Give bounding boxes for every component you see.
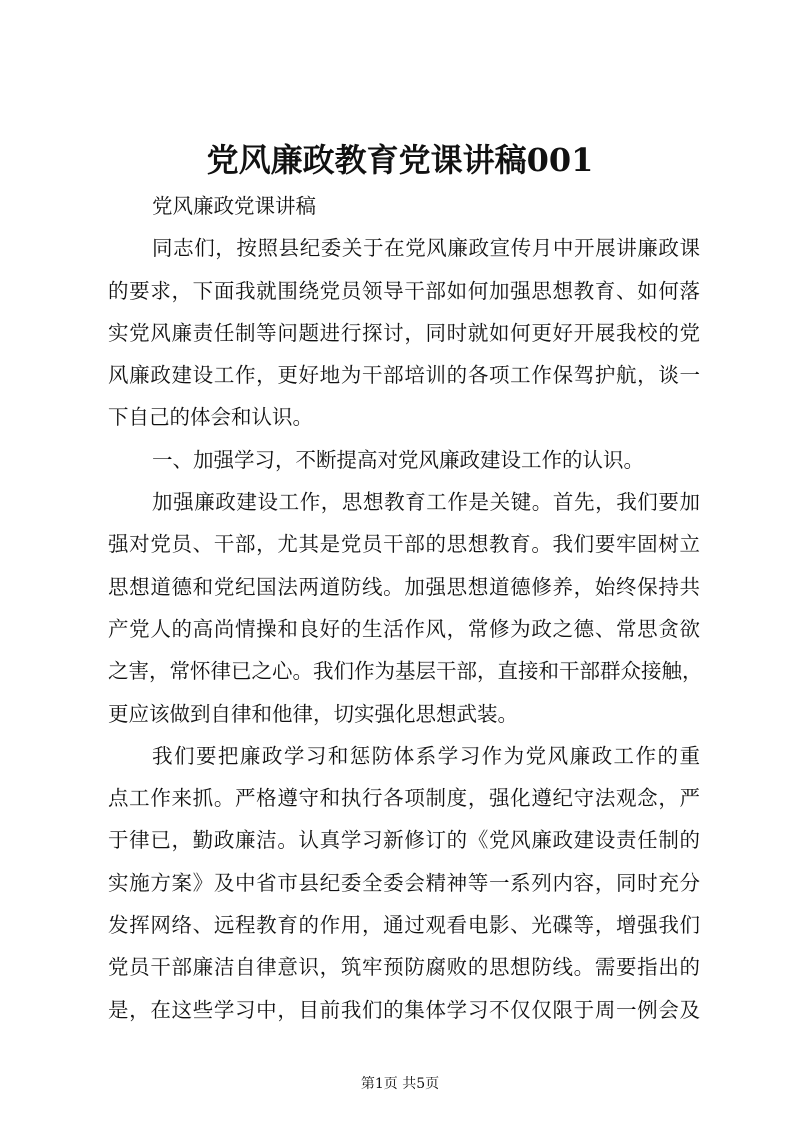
text-line: 于律已，勤政廉洁。认真学习新修订的《党风廉政建设责任制的 <box>108 828 700 853</box>
text-line: 我们要把廉政学习和惩防体系学习作为党风廉政工作的重 <box>152 743 700 768</box>
text-line: 党员干部廉洁自律意识，筑牢预防腐败的思想防线。需要指出的 <box>108 955 700 980</box>
paragraph <box>108 185 700 227</box>
text-line: 产党人的高尚情操和良好的生活作风，常修为政之德、常思贪欲 <box>108 616 700 641</box>
document-title: 党风廉政教育党课讲稿001 <box>206 141 594 179</box>
text-line: 同志们，按照县纪委关于在党风廉政宣传月中开展讲廉政课 <box>152 236 700 261</box>
paragraph <box>108 227 700 438</box>
text-line: 发挥网络、远程教育的作用，通过观看电影、光碟等，增强我们 <box>108 913 700 938</box>
paragraph <box>108 481 703 735</box>
text-line: 实施方案》及中省市县纪委全委会精神等一系列内容，同时充分 <box>108 870 700 895</box>
paragraph <box>108 439 700 481</box>
text-line: 是，在这些学习中，目前我们的集体学习不仅仅限于周一例会及 <box>108 997 700 1022</box>
text-line: 思想道德和党纪国法两道防线。加强思想道德修养，始终保持共 <box>108 574 700 599</box>
paragraph <box>108 735 700 1031</box>
text-line: 一、加强学习，不断提高对党风廉政建设工作的认识。 <box>152 447 644 472</box>
text-line: 之害，常怀律已之心。我们作为基层干部，直接和干部群众接触， <box>108 659 703 684</box>
text-line: 党风廉政党课讲稿 <box>152 194 316 218</box>
text-line: 风廉政建设工作，更好地为干部培训的各项工作保驾护航，谈一 <box>108 363 700 388</box>
text-line: 下自己的体会和认识。 <box>108 405 313 430</box>
page-footer: 第1页 共5页 <box>360 1076 440 1092</box>
text-line: 加强廉政建设工作，思想教育工作是关键。首先，我们要加 <box>152 490 700 515</box>
text-line: 实党风廉责任制等问题进行探讨，同时就如何更好开展我校的党 <box>108 320 700 345</box>
text-line: 的要求，下面我就围绕党员领导干部如何加强思想教育、如何落 <box>108 278 700 303</box>
document-body <box>108 185 703 1031</box>
text-line: 更应该做到自律和他律，切实强化思想武装。 <box>108 701 518 726</box>
text-line: 强对党员、干部，尤其是党员干部的思想教育。我们要牢固树立 <box>108 532 700 557</box>
text-line: 点工作来抓。严格遵守和执行各项制度，强化遵纪守法观念，严 <box>108 786 700 811</box>
